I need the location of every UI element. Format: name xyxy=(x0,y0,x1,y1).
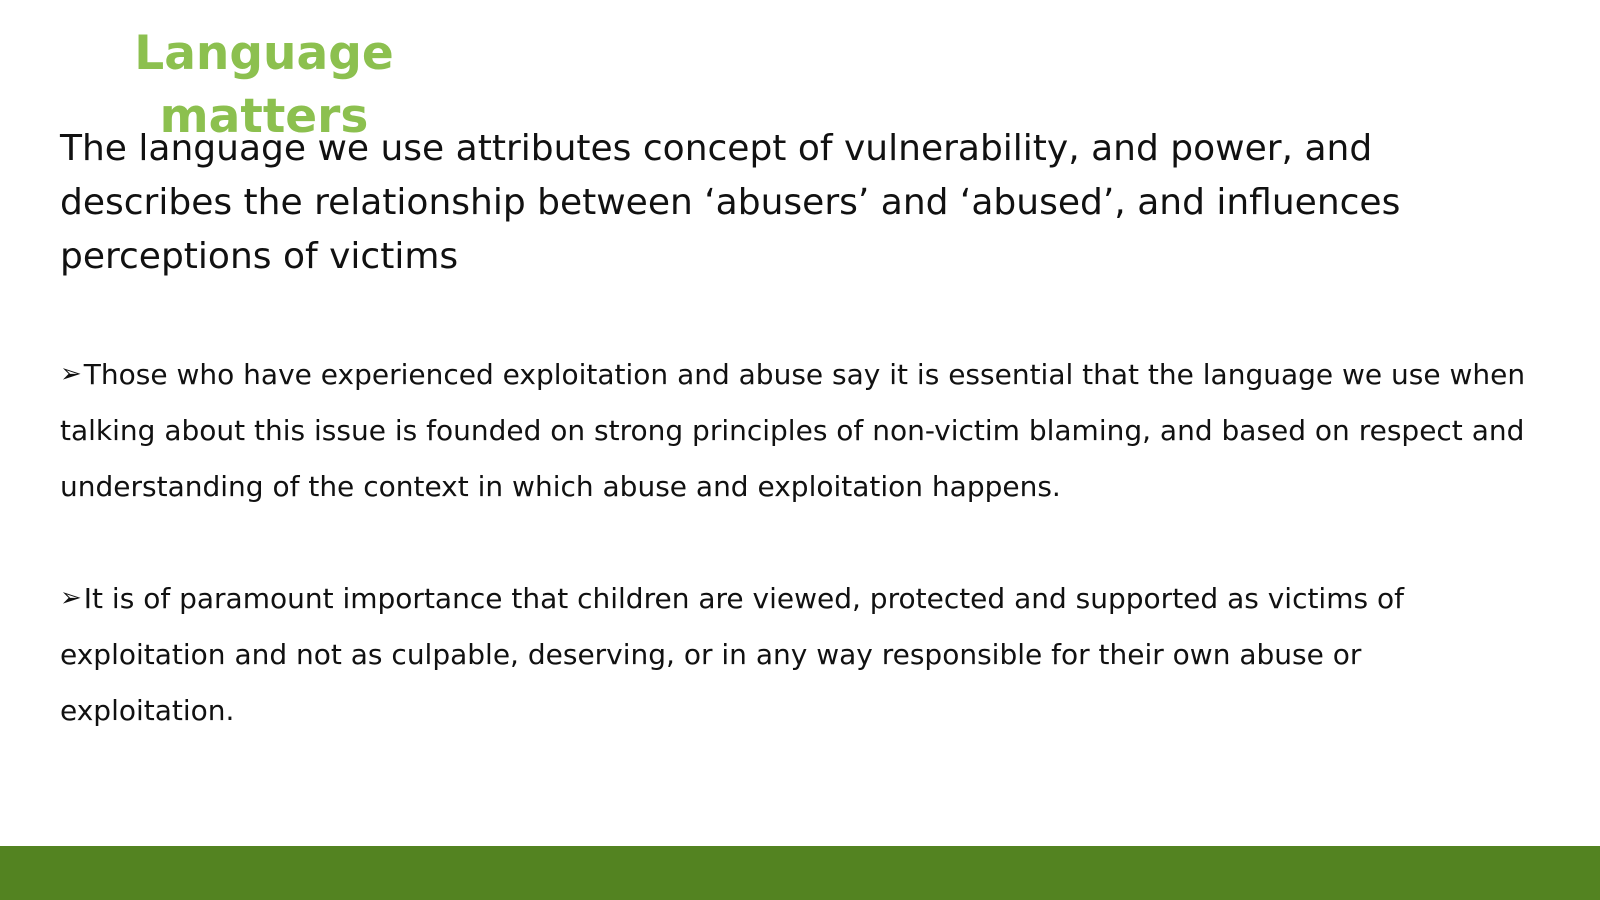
bullet-item xyxy=(60,570,1540,739)
intro-paragraph: The language we use attributes concept of vulnerability, and power, and describes the relationship between ‘abusers’ and ‘abused’, and influences perceptions of victims xyxy=(60,128,1401,277)
slide-title: Language matters xyxy=(134,26,394,144)
bullet-text: Those who have experienced exploitation and abuse say it is essential that the language we use when talking about this issue is founded on strong principles of non-victim blaming, and based on respect and understanding of the context in which abuse and exploitation happens. xyxy=(60,358,1526,503)
footer-bar xyxy=(0,846,1600,900)
arrow-bullet-icon: ➢ xyxy=(60,583,82,613)
bullet-text: It is of paramount importance that children are viewed, protected and supported as victims of exploitation and not as culpable, deserving, or in any way responsible for their own abuse or exploitation. xyxy=(60,582,1404,727)
bullet-item xyxy=(60,346,1540,515)
arrow-bullet-icon: ➢ xyxy=(60,359,82,389)
